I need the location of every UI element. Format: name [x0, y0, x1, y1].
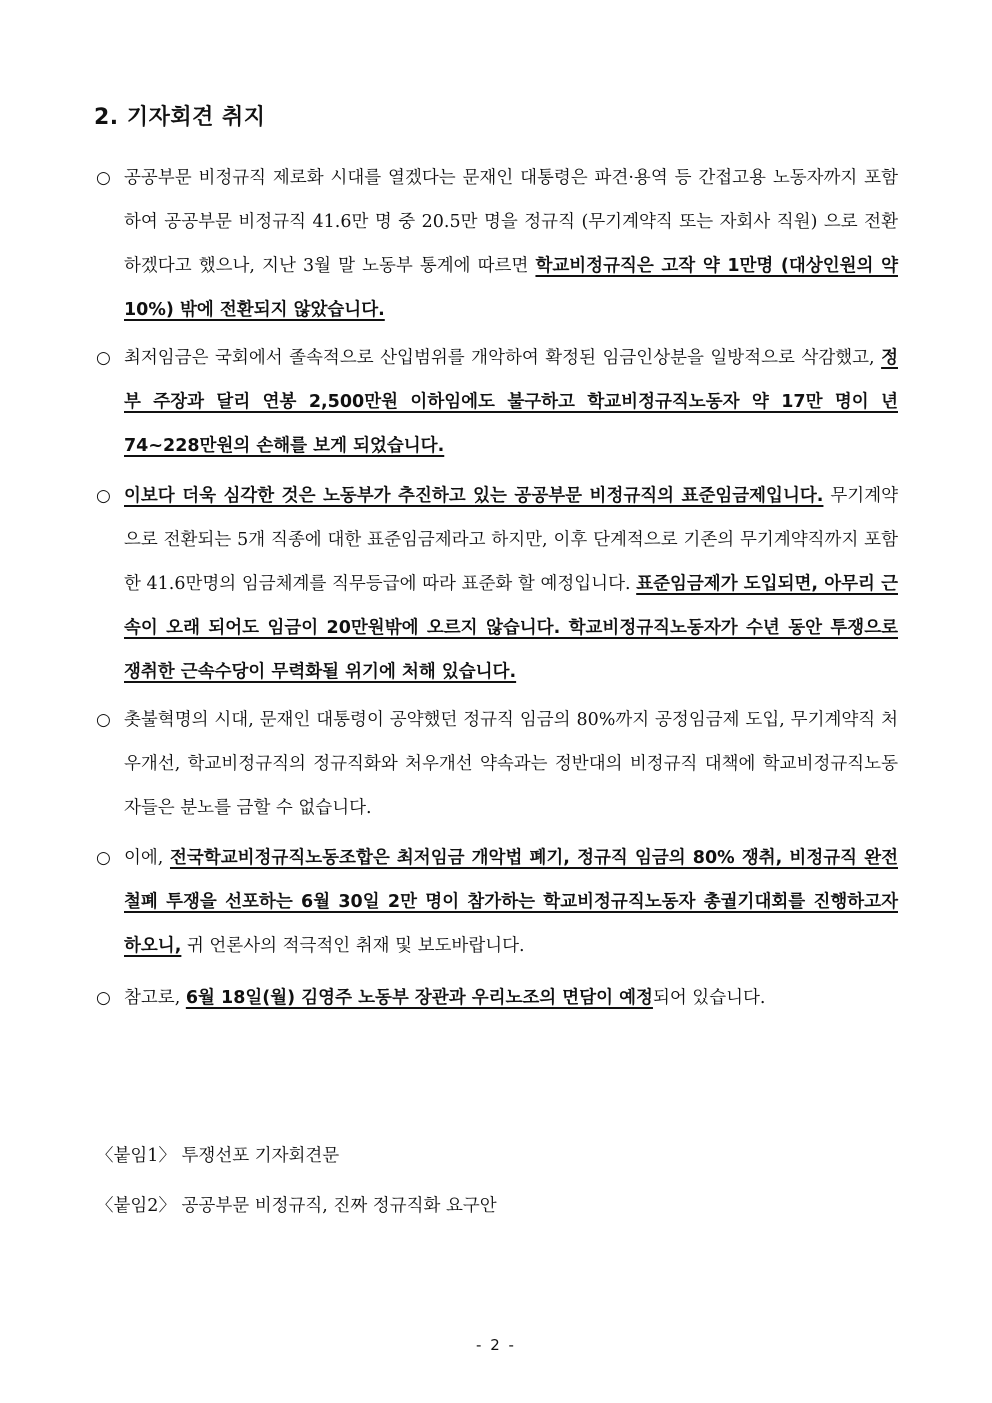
item-text: 공공부문 비정규직 제로화 시대를 열겠다는 문재인 대통령은 파견·용역 등 간접고용 노동자까지 포함하여 공공부문 비정규직 41.6만 명 중 20.5만 명을 정규직 (무기계약직 또는 자회사 직원) 으로 전환하겠다고 했으나, 지난 3월 말 노동부 통계에 따르면: [124, 168, 898, 276]
bullet-marker: ○: [96, 988, 111, 1008]
bullet-item-2: [96, 336, 898, 468]
page-number: - 2 -: [476, 1336, 516, 1354]
bullet-item-3: [96, 474, 898, 694]
item-emphasis: 6월 18일(월) 김영주 노동부 장관과 우리노조의 면담이 예정: [185, 988, 653, 1008]
item-text: 참고로,: [124, 988, 186, 1008]
item-text: 이에,: [124, 848, 170, 868]
bullet-marker: ○: [96, 848, 111, 868]
item-emphasis: 전국학교비정규직노동조합은 최저임금 개악법 폐기, 정규직 임금의 80% 쟁취, 비정규직 완전철폐 투쟁을 선포하는 6월 30일 2만 명이 참가하는 학교비정규직노동자 총궐기대회를 진행하고자 하오니,: [124, 848, 898, 956]
item-text: 최저임금은 국회에서 졸속적으로 산입범위를 개악하여 확정된 임금인상분을 일방적으로 삭감했고,: [124, 348, 882, 368]
bullet-marker: ○: [96, 348, 111, 368]
item-emphasis: 학교비정규직은 고작 약 1만명 (대상인원의 약 10%) 밖에 전환되지 않았습니다.: [124, 256, 898, 320]
bullet-marker: ○: [96, 486, 111, 506]
bullet-marker: ○: [96, 168, 111, 188]
bullet-item-4: [96, 698, 898, 830]
bullet-marker: ○: [96, 710, 111, 730]
item-text: 촛불혁명의 시대, 문재인 대통령이 공약했던 정규직 임금의 80%까지 공정임금제 도입, 무기계약직 처우개선, 학교비정규직의 정규직화와 처우개선 약속과는 정반대의 비정규직 대책에 학교비정규직노동자들은 분노를 금할 수 없습니다.: [124, 710, 898, 818]
bullet-item-1: [96, 156, 898, 332]
bullet-item-6: [96, 976, 898, 1020]
item-emphasis: 정부 주장과 달리 연봉 2,500만원 이하임에도 불구하고 학교비정규직노동자 약 17만 명이 년 74~228만원의 손해를 보게 되었습니다.: [124, 348, 898, 456]
item-text: 귀 언론사의 적극적인 취재 및 보도바랍니다.: [181, 936, 525, 956]
item-text: 되어 있습니다.: [652, 988, 766, 1008]
item-emphasis: 표준임금제가 도입되면, 아무리 근속이 오래 되어도 임금이 20만원밖에 오르지 않습니다. 학교비정규직노동자가 수년 동안 투쟁으로 쟁취한 근속수당이 무력화될 위기에 처해 있습니다.: [124, 574, 898, 682]
item-emphasis: 이보다 더욱 심각한 것은 노동부가 추진하고 있는 공공부문 비정규직의 표준임금제입니다.: [124, 486, 824, 506]
attachment-2: 〈붙임2〉 공공부문 비정규직, 진짜 정규직화 요구안: [96, 1196, 497, 1216]
item-text: 무기계약으로 전환되는 5개 직종에 대한 표준임금제라고 하지만, 이후 단계적으로 기존의 무기계약직까지 포함한 41.6만명의 임금체계를 직무등급에 따라 표준화 할 예정입니다.: [124, 486, 899, 594]
section-heading: 2. 기자회견 취지: [94, 105, 266, 130]
attachment-1: 〈붙임1〉 투쟁선포 기자회견문: [96, 1146, 340, 1166]
bullet-item-5: [96, 836, 898, 968]
